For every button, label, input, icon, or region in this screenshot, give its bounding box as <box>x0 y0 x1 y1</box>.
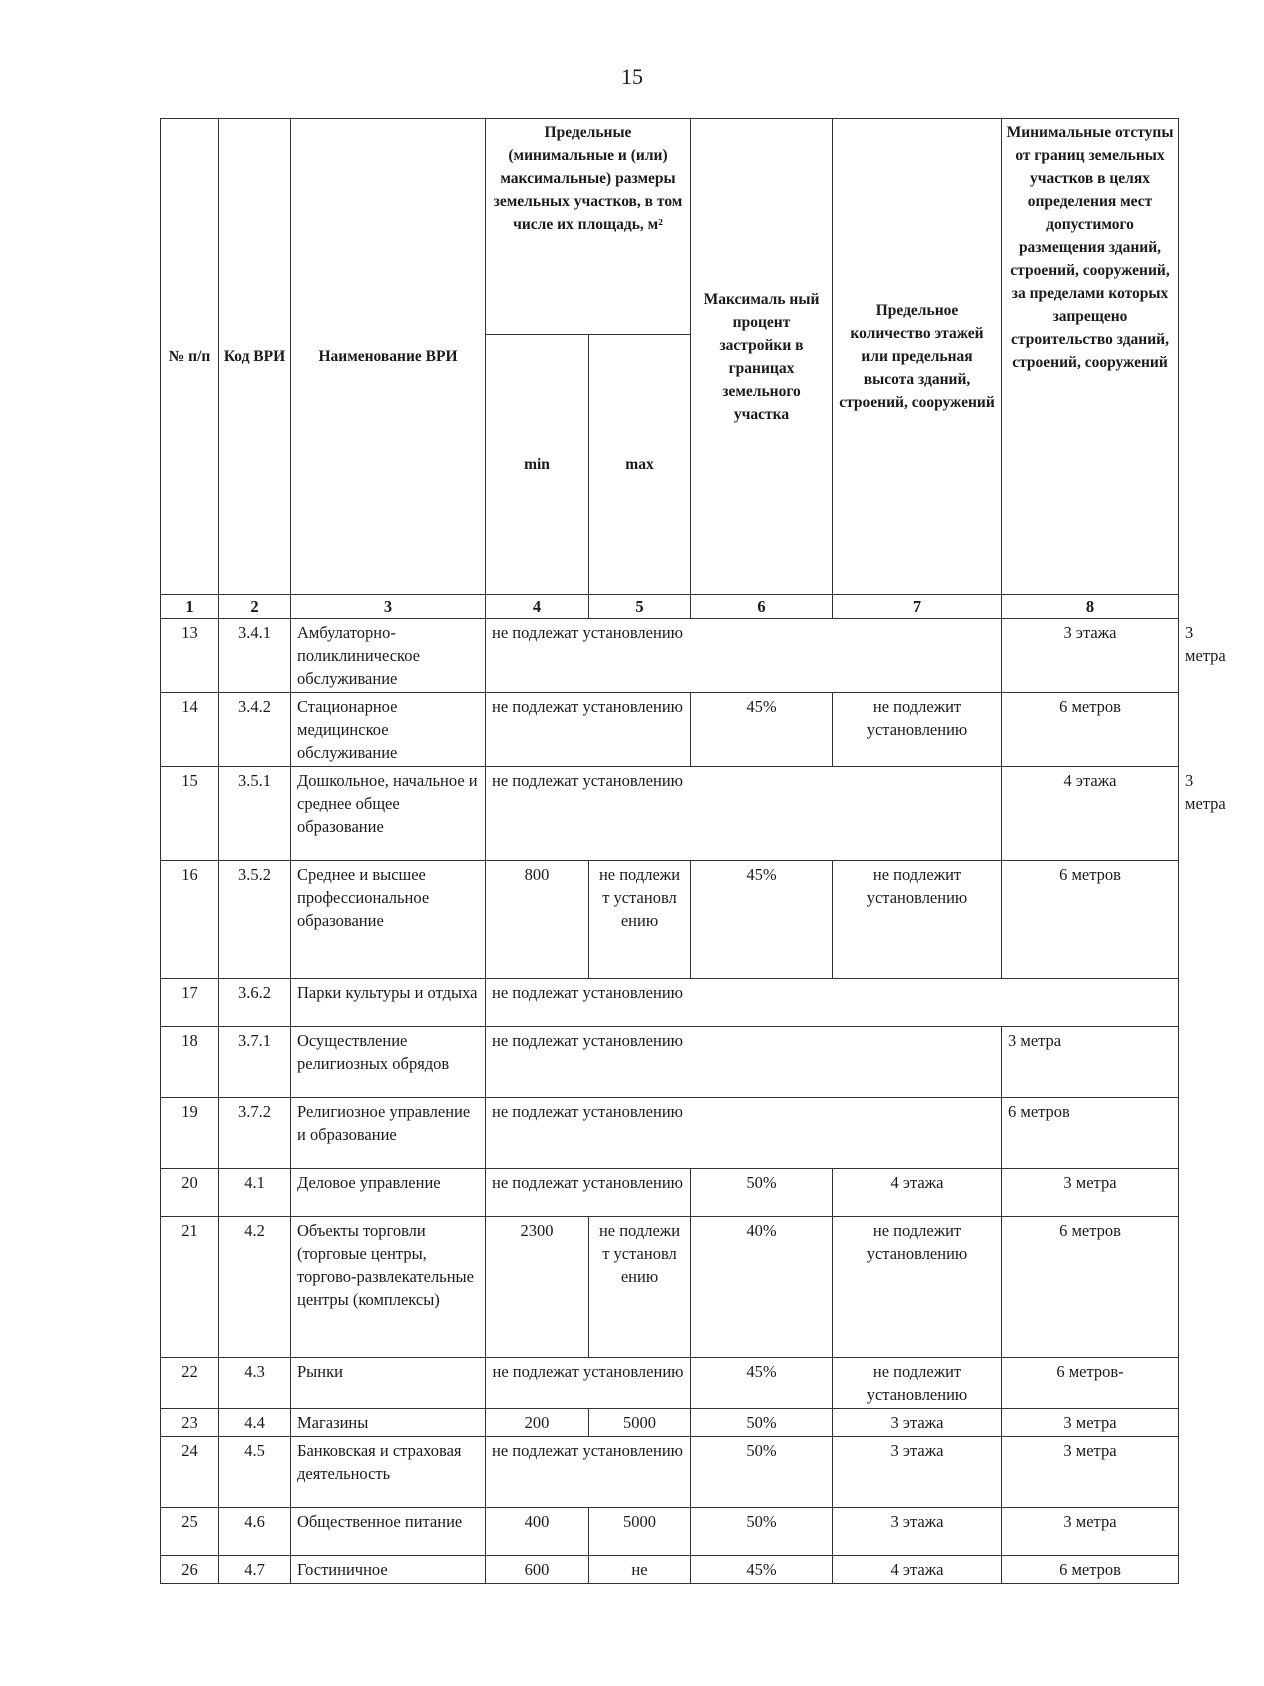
table-row <box>161 979 1179 1027</box>
row-name: Общественное питание <box>291 1508 486 1556</box>
row-setback: 3 метра <box>1002 1027 1179 1098</box>
row-min: 200 <box>486 1409 589 1437</box>
row-name: Дошкольное, начальное и среднее общее образование <box>291 767 486 861</box>
row-code: 3.7.1 <box>219 1027 291 1098</box>
row-max: не <box>589 1556 691 1584</box>
row-size: не подлежат установлению <box>486 1358 691 1409</box>
row-setback: 3 метра <box>1002 1169 1179 1217</box>
row-max: 5000 <box>589 1409 691 1437</box>
row-code: 3.7.2 <box>219 1098 291 1169</box>
row-setback: 3 метра <box>1002 1409 1179 1437</box>
row-code: 3.5.2 <box>219 861 291 979</box>
table-row: 13 3.4.1 Амбулаторно-поликлиническое обслуживание не подлежат установлению 3 этажа 3 метра <box>161 619 1179 693</box>
row-name: Гостиничное <box>291 1556 486 1584</box>
row-merged-value: не подлежат установлению <box>486 979 1179 1027</box>
row-merged-value: не подлежат установлению <box>486 1098 1002 1169</box>
row-floors: не подлежит установлению <box>833 693 1002 767</box>
row-number: 26 <box>161 1556 219 1584</box>
row-name: Амбулаторно-поликлиническое обслуживание <box>291 619 486 693</box>
table-row <box>161 1358 1179 1409</box>
row-floors: 4 этажа <box>1002 767 1179 861</box>
row-number: 16 <box>161 861 219 979</box>
row-name: Рынки <box>291 1358 486 1409</box>
row-name: Осуществление религиозных обрядов <box>291 1027 486 1098</box>
row-max: 5000 <box>589 1508 691 1556</box>
table-row <box>161 1217 1179 1358</box>
row-size: не подлежат установлению <box>486 1169 691 1217</box>
table-row <box>161 861 1179 979</box>
header-max: max <box>589 335 691 595</box>
row-code: 4.5 <box>219 1437 291 1508</box>
row-floors: 4 этажа <box>833 1169 1002 1217</box>
column-numbers-row <box>161 595 1179 619</box>
row-code: 3.4.2 <box>219 693 291 767</box>
row-max: не подлежи т установл ению <box>589 861 691 979</box>
row-percent: 50% <box>691 1409 833 1437</box>
row-percent: 40% <box>691 1217 833 1358</box>
row-floors: 4 этажа <box>833 1556 1002 1584</box>
row-floors: 3 этажа <box>833 1409 1002 1437</box>
row-min: 2300 <box>486 1217 589 1358</box>
row-code: 3.5.1 <box>219 767 291 861</box>
row-code: 4.3 <box>219 1358 291 1409</box>
row-min: 400 <box>486 1508 589 1556</box>
row-number: 13 <box>161 619 219 693</box>
row-name: Среднее и высшее профессиональное образование <box>291 861 486 979</box>
header-name: Наименование ВРИ <box>291 119 486 595</box>
row-min: 600 <box>486 1556 589 1584</box>
row-setback: 3 метра <box>1002 1508 1179 1556</box>
table-row <box>161 1098 1179 1169</box>
table-row <box>161 693 1179 767</box>
row-percent: 45% <box>691 1556 833 1584</box>
row-name: Объекты торговли (торговые центры, торгово-развлекательные центры (комплексы) <box>291 1217 486 1358</box>
row-floors: 3 этажа <box>1002 619 1179 693</box>
row-min: 800 <box>486 861 589 979</box>
row-setback: 6 метров <box>1002 1217 1179 1358</box>
table-row <box>161 1409 1179 1437</box>
row-number: 20 <box>161 1169 219 1217</box>
row-name: Банковская и страховая деятельность <box>291 1437 486 1508</box>
regulations-table <box>160 118 1226 1584</box>
row-number: 18 <box>161 1027 219 1098</box>
row-floors: не подлежит установлению <box>833 861 1002 979</box>
row-number: 24 <box>161 1437 219 1508</box>
column-number: 5 <box>589 595 691 619</box>
row-percent: 45% <box>691 693 833 767</box>
row-name: Религиозное управление и образование <box>291 1098 486 1169</box>
row-code: 4.6 <box>219 1508 291 1556</box>
row-percent: 50% <box>691 1437 833 1508</box>
row-percent: 50% <box>691 1508 833 1556</box>
row-percent: 45% <box>691 1358 833 1409</box>
row-name: Парки культуры и отдыха <box>291 979 486 1027</box>
row-name: Деловое управление <box>291 1169 486 1217</box>
row-setback: 6 метров <box>1002 693 1179 767</box>
row-floors: 3 этажа <box>833 1437 1002 1508</box>
column-number: 6 <box>691 595 833 619</box>
row-code: 4.2 <box>219 1217 291 1358</box>
table-row <box>161 1508 1179 1556</box>
column-number: 7 <box>833 595 1002 619</box>
row-setback: 6 метров <box>1002 861 1179 979</box>
row-setback: 6 метров- <box>1002 1358 1179 1409</box>
row-name: Магазины <box>291 1409 486 1437</box>
row-number: 14 <box>161 693 219 767</box>
header-num: № п/п <box>161 119 219 595</box>
column-number: 4 <box>486 595 589 619</box>
column-number: 2 <box>219 595 291 619</box>
row-number: 23 <box>161 1409 219 1437</box>
header-floors: Предельное количество этажей или предельная высота зданий, строений, сооружений <box>833 119 1002 595</box>
row-merged-value: не подлежат установлению <box>486 767 1002 861</box>
row-merged-value: не подлежат установлению <box>486 1027 1002 1098</box>
header-sizes: Предельные (минимальные и (или) максимальные) размеры земельных участков, в том числе их площадь, м² <box>486 119 691 335</box>
row-number: 17 <box>161 979 219 1027</box>
row-name: Стационарное медицинское обслуживание <box>291 693 486 767</box>
row-number: 25 <box>161 1508 219 1556</box>
row-merged-value: не подлежат установлению <box>486 619 1002 693</box>
row-setback: 6 метров <box>1002 1098 1179 1169</box>
header-code: Код ВРИ <box>219 119 291 595</box>
table-row <box>161 1169 1179 1217</box>
table-row <box>161 1437 1179 1508</box>
row-code: 4.1 <box>219 1169 291 1217</box>
row-number: 15 <box>161 767 219 861</box>
row-code: 3.4.1 <box>219 619 291 693</box>
row-floors: 3 этажа <box>833 1508 1002 1556</box>
table-row <box>161 1027 1179 1098</box>
row-size: не подлежат установлению <box>486 1437 691 1508</box>
row-code: 4.4 <box>219 1409 291 1437</box>
row-number: 22 <box>161 1358 219 1409</box>
row-number: 21 <box>161 1217 219 1358</box>
header-min: min <box>486 335 589 595</box>
header-percent: Максималь ный процент застройки в границах земельного участка <box>691 119 833 595</box>
column-number: 3 <box>291 595 486 619</box>
table-row <box>161 1556 1179 1584</box>
column-number: 1 <box>161 595 219 619</box>
row-code: 4.7 <box>219 1556 291 1584</box>
row-setback: 6 метров <box>1002 1556 1179 1584</box>
row-percent: 45% <box>691 861 833 979</box>
row-code: 3.6.2 <box>219 979 291 1027</box>
row-percent: 50% <box>691 1169 833 1217</box>
row-size: не подлежат установлению <box>486 693 691 767</box>
table-row: 15 3.5.1 Дошкольное, начальное и среднее общее образование не подлежат установлению 4 этажа 3 метра <box>161 767 1179 861</box>
header-setback: Минимальные отступы от границ земельных участков в целях определения мест допустимого размещения зданий, строений, сооружений, за пределами которых запрещено строительство зданий, строений, сооружений <box>1002 119 1179 595</box>
row-setback: 3 метра <box>1002 1437 1179 1508</box>
row-number: 19 <box>161 1098 219 1169</box>
row-floors: не подлежит установлению <box>833 1217 1002 1358</box>
column-number: 8 <box>1002 595 1179 619</box>
row-max: не подлежи т установл ению <box>589 1217 691 1358</box>
row-floors: не подлежит установлению <box>833 1358 1002 1409</box>
page-number: 15 <box>621 64 643 89</box>
